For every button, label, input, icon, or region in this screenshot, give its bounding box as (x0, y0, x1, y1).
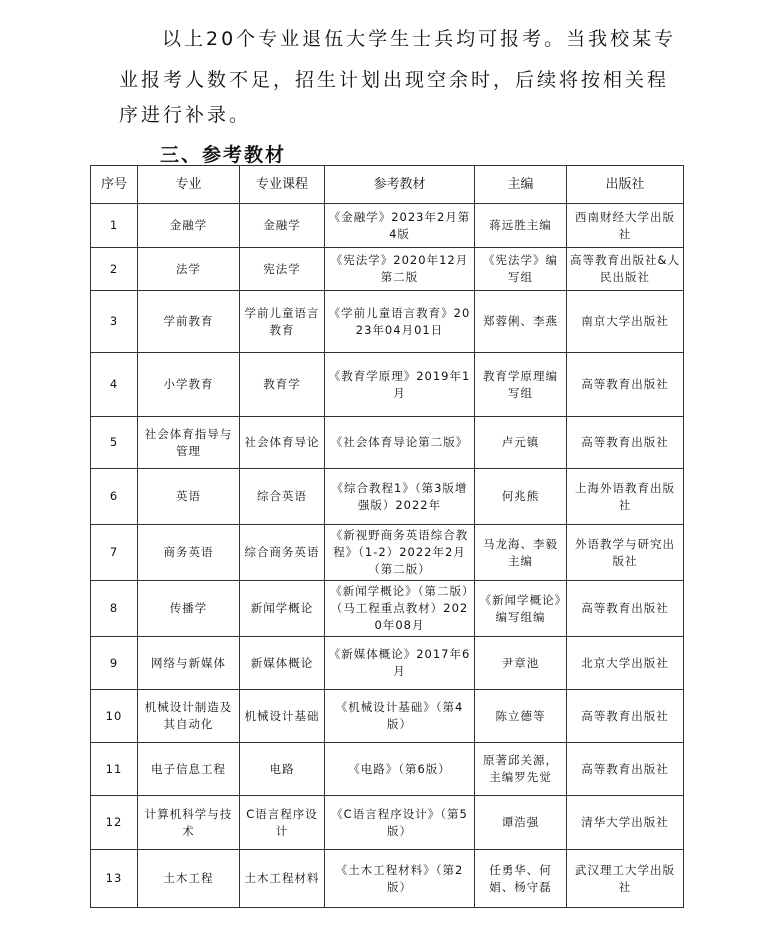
cell-textbook: 《C语言程序设计》（第5版） (325, 796, 475, 850)
table-row (91, 743, 684, 796)
header-index: 序号 (91, 166, 138, 204)
cell-index: 4 (91, 353, 138, 417)
table-row (91, 248, 684, 291)
cell-course: 金融学 (240, 204, 325, 248)
table-row (91, 469, 684, 525)
cell-publisher: 上海外语教育出版社 (567, 469, 684, 525)
table-header-row (91, 166, 684, 204)
cell-major: 金融学 (138, 204, 240, 248)
cell-course: 土木工程材料 (240, 850, 325, 908)
cell-course: 新媒体概论 (240, 637, 325, 690)
intro-line-3: 序进行补录。 (119, 104, 252, 126)
cell-textbook: 《新视野商务英语综合教程》（1-2）2022年2月（第二版） (325, 525, 475, 581)
cell-course: 综合英语 (240, 469, 325, 525)
cell-course: 学前儿童语言教育 (240, 291, 325, 353)
cell-publisher: 高等教育出版社 (567, 353, 684, 417)
table-row (91, 204, 684, 248)
cell-textbook: 《综合教程1》（第3版增强版）2022年 (325, 469, 475, 525)
cell-index: 6 (91, 469, 138, 525)
cell-course: 电路 (240, 743, 325, 796)
cell-course: 机械设计基础 (240, 690, 325, 743)
table-row (91, 637, 684, 690)
cell-editor: 《宪法学》编写组 (475, 248, 567, 291)
cell-publisher: 南京大学出版社 (567, 291, 684, 353)
header-publisher: 出版社 (567, 166, 684, 204)
cell-major: 机械设计制造及其自动化 (138, 690, 240, 743)
table-row (91, 796, 684, 850)
cell-index: 2 (91, 248, 138, 291)
table-row (91, 525, 684, 581)
cell-index: 1 (91, 204, 138, 248)
cell-index: 13 (91, 850, 138, 908)
cell-major: 电子信息工程 (138, 743, 240, 796)
cell-textbook: 《金融学》2023年2月第4版 (325, 204, 475, 248)
cell-editor: 蒋远胜主编 (475, 204, 567, 248)
cell-course: 新闻学概论 (240, 581, 325, 637)
cell-index: 12 (91, 796, 138, 850)
cell-major: 英语 (138, 469, 240, 525)
cell-editor: 陈立德等 (475, 690, 567, 743)
cell-textbook: 《学前儿童语言教育》2023年04月01日 (325, 291, 475, 353)
cell-editor: 马龙海、李毅主编 (475, 525, 567, 581)
cell-textbook: 《新媒体概论》2017年6月 (325, 637, 475, 690)
cell-publisher: 北京大学出版社 (567, 637, 684, 690)
textbook-table (90, 165, 684, 908)
cell-major: 商务英语 (138, 525, 240, 581)
cell-publisher: 外语教学与研究出版社 (567, 525, 684, 581)
cell-textbook: 《新闻学概论》（第二版）（马工程重点教材）2020年08月 (325, 581, 475, 637)
cell-publisher: 高等教育出版社 (567, 743, 684, 796)
header-editor: 主编 (475, 166, 567, 204)
cell-textbook: 《电路》（第6版） (325, 743, 475, 796)
cell-major: 小学教育 (138, 353, 240, 417)
cell-publisher: 高等教育出版社 (567, 690, 684, 743)
table-row (91, 417, 684, 469)
intro-line-1: 以上20个专业退伍大学生士兵均可报考。当我校某专 (162, 28, 677, 50)
header-major: 专业 (138, 166, 240, 204)
intro-line-2: 业报考人数不足，招生计划出现空余时，后续将按相关程 (119, 69, 670, 91)
table-row (91, 291, 684, 353)
cell-editor: 卢元镇 (475, 417, 567, 469)
header-textbook: 参考教材 (325, 166, 475, 204)
cell-editor: 谭浩强 (475, 796, 567, 850)
cell-major: 网络与新媒体 (138, 637, 240, 690)
cell-course: 社会体育导论 (240, 417, 325, 469)
table-row (91, 581, 684, 637)
table-row (91, 690, 684, 743)
cell-course: 教育学 (240, 353, 325, 417)
cell-textbook: 《教育学原理》2019年1月 (325, 353, 475, 417)
cell-major: 传播学 (138, 581, 240, 637)
section-heading: 三、参考教材 (160, 144, 287, 166)
cell-editor: 何兆熊 (475, 469, 567, 525)
header-course: 专业课程 (240, 166, 325, 204)
cell-major: 计算机科学与技术 (138, 796, 240, 850)
cell-publisher: 高等教育出版社 (567, 581, 684, 637)
cell-publisher: 清华大学出版社 (567, 796, 684, 850)
cell-major: 土木工程 (138, 850, 240, 908)
cell-index: 9 (91, 637, 138, 690)
cell-major: 法学 (138, 248, 240, 291)
cell-major: 社会体育指导与管理 (138, 417, 240, 469)
cell-textbook: 《宪法学》2020年12月第二版 (325, 248, 475, 291)
cell-index: 5 (91, 417, 138, 469)
cell-index: 8 (91, 581, 138, 637)
cell-publisher: 高等教育出版社&人民出版社 (567, 248, 684, 291)
cell-textbook: 《土木工程材料》（第2版） (325, 850, 475, 908)
cell-editor: 尹章池 (475, 637, 567, 690)
cell-editor: 郑蓉俐、李燕 (475, 291, 567, 353)
cell-editor: 《新闻学概论》编写组编 (475, 581, 567, 637)
cell-course: C语言程序设计 (240, 796, 325, 850)
cell-publisher: 武汉理工大学出版社 (567, 850, 684, 908)
table-row (91, 353, 684, 417)
cell-editor: 教育学原理编写组 (475, 353, 567, 417)
cell-index: 11 (91, 743, 138, 796)
table-row (91, 850, 684, 908)
cell-textbook: 《机械设计基础》（第4版） (325, 690, 475, 743)
cell-index: 7 (91, 525, 138, 581)
cell-course: 宪法学 (240, 248, 325, 291)
cell-publisher: 高等教育出版社 (567, 417, 684, 469)
cell-editor: 任勇华、何娟、杨守磊 (475, 850, 567, 908)
cell-editor: 原著邱关源，主编罗先觉 (475, 743, 567, 796)
cell-index: 10 (91, 690, 138, 743)
cell-major: 学前教育 (138, 291, 240, 353)
cell-course: 综合商务英语 (240, 525, 325, 581)
cell-textbook: 《社会体育导论第二版》 (325, 417, 475, 469)
cell-publisher: 西南财经大学出版社 (567, 204, 684, 248)
cell-index: 3 (91, 291, 138, 353)
